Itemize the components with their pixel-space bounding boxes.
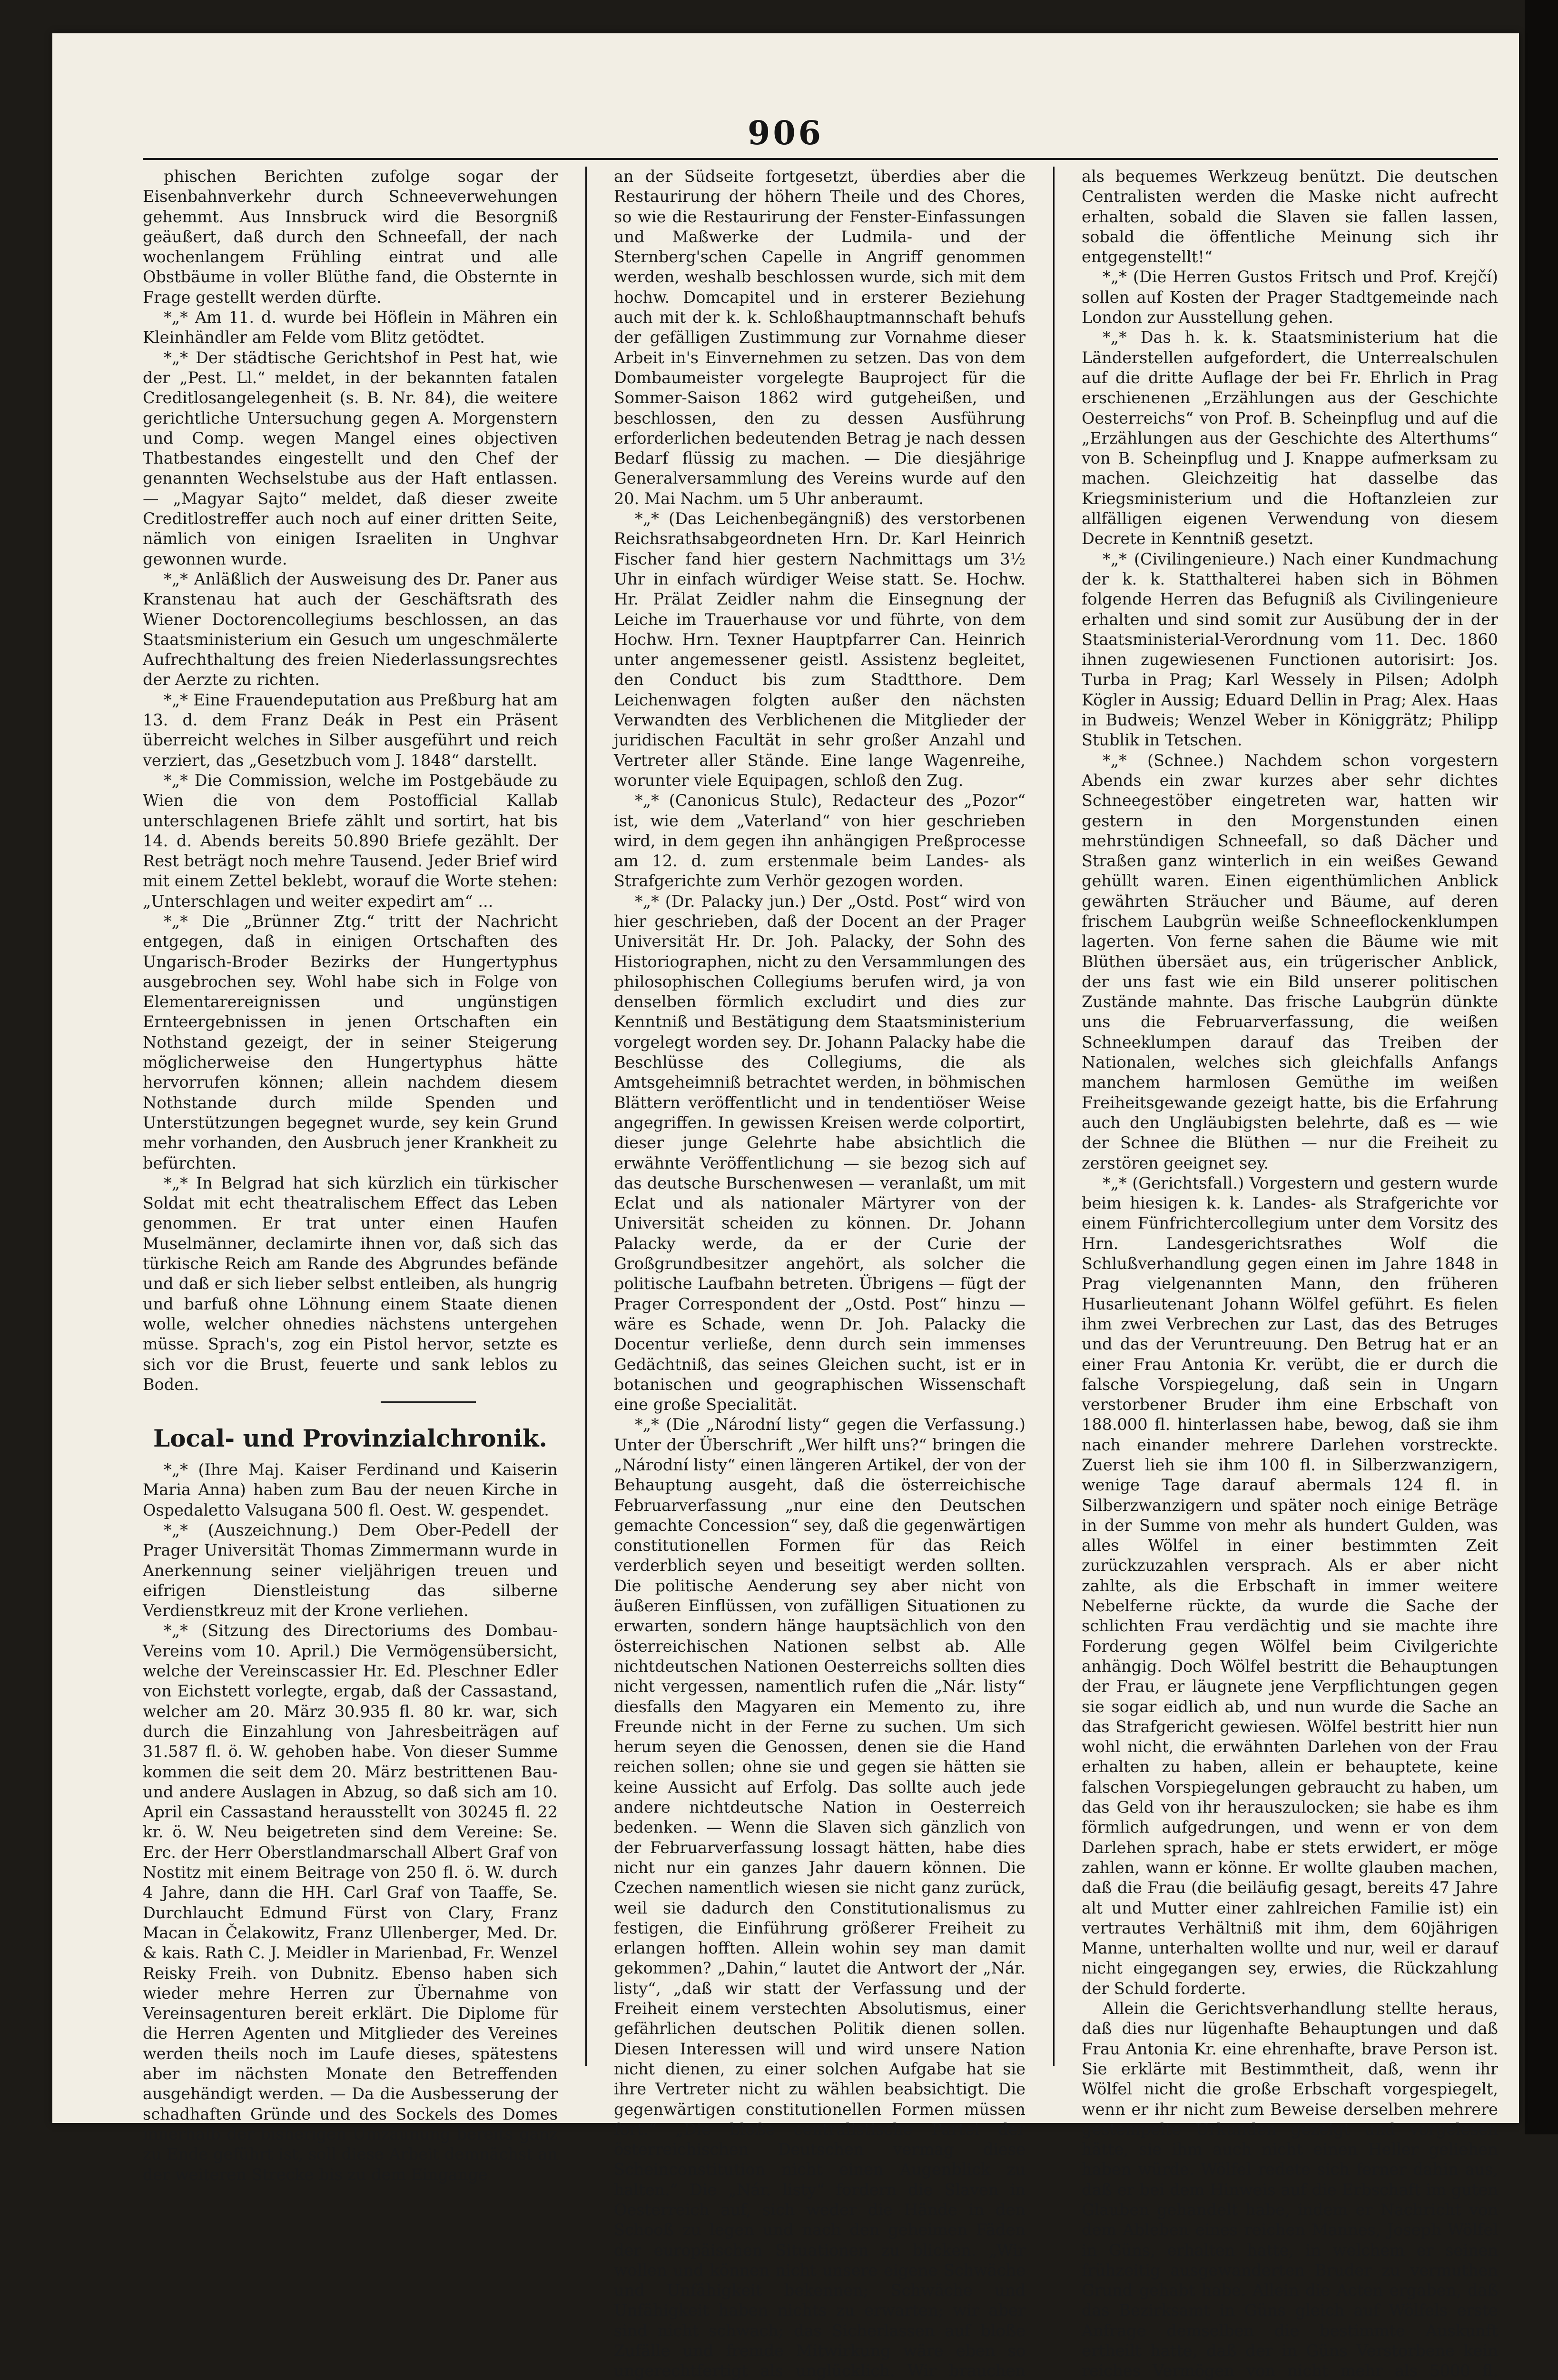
article-paragraph: als bequemes Werkzeug benützt. Die deutschen Centralisten werden die Maske nicht aufrecht erhalten, sobald die Slaven sie fallen lassen, sobald die öffentliche Meinung sich ihr entgegenstellt!“ bbox=[1082, 167, 1498, 267]
section-heading: Local- und Provinzialchronik. bbox=[153, 1424, 547, 1453]
article-paragraph: *„* Am 11. d. wurde bei Höflein in Mähren ein Kleinhändler am Felde vom Blitz getödtet. bbox=[143, 308, 558, 347]
column-divider-1 bbox=[585, 167, 587, 2066]
article-paragraph: *„* (Schnee.) Nachdem schon vorgestern Abends ein zwar kurzes aber sehr dichtes Schneegestöber eingetreten war, hatten wir gestern in den Morgenstunden einen mehrstündigen Schneefall, so daß Dächer und Straßen ganz winterlich in ein weißes Gewand gehüllt waren. Einen eigenthümlichen Anblick gewährten Sträucher und Bäume, auf deren frischem Laubgrün weiße Schneeflockenklumpen lagerten. Von ferne sahen die Bäume wie mit Blüthen übersäet aus, ein trügerischer Anblick, der uns fast wie ein Bild unserer politischen Zustände mahnte. Das frische Laubgrün dünkte uns die Februarverfassung, die weißen Schneeklumpen darauf das Treiben der Nationalen, welches sich gleichfalls Anfangs manchem harmlosen Gemüthe im weißen Freiheitsgewande gezeigt hatte, bis die Erfahrung auch den Ungläubigsten belehrte, daß es — wie der Schnee die Blüthen — nur die Freiheit zu zerstören geeignet sey. bbox=[1082, 751, 1498, 1172]
article-paragraph: *„* (Ihre Maj. Kaiser Ferdinand und Kaiserin Maria Anna) haben zum Bau der neuen Kirche in Ospedaletto Valsugana 500 fl. Oest. W. gespendet. bbox=[143, 1460, 558, 1519]
article-paragraph: an der Südseite fortgesetzt, überdies aber die Restaurirung der höhern Theile und des Chores, so wie die Restaurirung der Fenster-Einfassungen und Maßwerke der Ludmila- und der Sternberg'schen Capelle in Angriff genommen werden, weshalb beschlossen wurde, sich mit dem hochw. Domcapitel und in ersterer Beziehung auch mit der k. k. Schloßhauptmannschaft behufs der gefälligen Zustimmung zur Vornahme dieser Arbeit in's Einvernehmen zu setzen. Das von dem Dombaumeister vorgelegte Bauproject für die Sommer-Saison 1862 wird gutgeheißen, und beschlossen, den zu dessen Ausführung erforderlichen bedeutenden Betrag je nach dessen Bedarf flüssig zu machen. — Die diesjährige Generalversammlung des Vereins wurde auf den 20. Mai Nachm. um 5 Uhr anberaumt. bbox=[614, 167, 1026, 508]
section-separator bbox=[381, 1401, 476, 1403]
scan-edge bbox=[1525, 0, 1558, 2134]
article-paragraph: *„* (Das Leichenbegängniß) des verstorbenen Reichsrathsabgeordneten Hrn. Dr. Karl Heinrich Fischer fand hier gestern Nachmittags um 3½ Uhr in einfach würdiger Weise statt. Se. Hochw. Hr. Prälat Zeidler nahm die Einsegnung der Leiche im Trauerhause vor und führte, von dem Hochw. Hrn. Texner Hauptpfarrer Can. Heinrich unter angemessener geistl. Assistenz begleitet, den Conduct bis zum Stadtthore. Dem Leichenwagen folgten außer den nächsten Verwandten des Verblichenen die Mitglieder der juridischen Facultät in sehr großer Anzahl und Vertreter aller Stände. Eine lange Wagenreihe, worunter viele Equipagen, schloß den Zug. bbox=[614, 509, 1026, 790]
column-divider-2 bbox=[1053, 167, 1055, 2066]
column-3 bbox=[1082, 167, 1498, 2380]
page-number: 906 bbox=[748, 114, 824, 152]
article-paragraph: *„* (Gerichtsfall.) Vorgestern und gestern wurde beim hiesigen k. k. Landes- als Strafgerichte vor einem Fünfrichtercollegium unter dem Vorsitz des Hrn. Landesgerichtsrathes Wolf die Schlußverhandlung gegen einen im Jahre 1848 in Prag vielgenannten Mann, den früheren Husarlieutenant Johann Wölfel geführt. Es fielen ihm zwei Verbrechen zur Last, das des Betruges und das der Veruntreuung. Den Betrug hat er an einer Frau Antonia Kr. verübt, die er durch die falsche Vorspiegelung, daß sein in Ungarn verstorbener Bruder ihm eine Erbschaft von 188.000 fl. hinterlassen habe, bewog, daß sie ihm nach einander mehrere Darlehen vorstreckte. Zuerst lieh sie ihm 100 fl. in Silberzwanzigern, wenige Tage darauf abermals 124 fl. in Silberzwanzigern und später noch einige Beträge in der Summe von mehr als hundert Gulden, was alles Wölfel in einer bestimmten Zeit zurückzuzahlen versprach. Als er aber nicht zahlte, als die Erbschaft in immer weitere Nebelferne rückte, da wurde die Sache der schlichten Frau verdächtig und sie machte ihre Forderung gegen Wölfel beim Civilgerichte anhängig. Doch Wölfel bestritt die Behauptungen der Frau, er läugnete jene Verpflichtungen gegen sie sogar eidlich ab, und nun wurde die Sache an das Strafgericht gewiesen. Wölfel bestritt hier nun wohl nicht, die erwähnten Darlehen von der Frau erhalten zu haben, allein er behauptete, keine falschen Vorspiegelungen gebraucht zu haben, um das Geld von ihr herauszulocken; sie habe es ihm förmlich aufgedrungen, und wenn er von dem Darlehen sprach, habe er stets erwidert, er möge zahlen, wann er könne. Er wollte glauben machen, daß die Frau (die beiläufig gesagt, bereits 47 Jahre alt und Mutter einer zahlreichen Familie ist) ein vertrautes Verhältniß mit ihm, dem 60jährigen Manne, unterhalten wollte und nur, weil er darauf nicht eingegangen sey, erwies, die Rückzahlung der Schuld forderte. bbox=[1082, 1173, 1498, 1998]
article-paragraph: phischen Berichten zufolge sogar der Eisenbahnverkehr durch Schneeverwehungen gehemmt. Aus Innsbruck wird die Besorgniß geäußert, daß durch den Schneefall, der nach wochenlangem Frühling eintrat und alle Obstbäume in voller Blüthe fand, die Obsternte in Frage gestellt werden dürfte. bbox=[143, 167, 558, 307]
header-rule bbox=[143, 158, 1498, 160]
article-paragraph: *„* (Sitzung des Directoriums des Dombau-Vereins vom 10. April.) Die Vermögensübersicht, welche der Vereinscassier Hr. Ed. Pleschner Edler von Eichstett vorlegte, ergab, daß der Cassastand, welcher am 20. März 30.935 fl. 80 kr. war, sich durch die Einzahlung von Jahresbeiträgen auf 31.587 fl. ö. W. gehoben habe. Von dieser Summe kommen die seit dem 20. März bestrittenen Bau- und andere Auslagen in Abzug, so daß sich am 10. April ein Cassastand herausstellt von 30245 fl. 22 kr. ö. W. Neu beigetreten sind dem Vereine: Se. Erc. der Herr Oberstlandmarschall Albert Graf von Nostitz mit einem Beitrage von 250 fl. ö. W. durch 4 Jahre, dann die HH. Carl Graf von Taaffe, Se. Durchlaucht Edmund Fürst von Clary, Franz Macan in Čelakowitz, Franz Ullenberger, Med. Dr. & kais. Rath C. J. Meidler in Marienbad, Fr. Wenzel Reisky Freih. von Dubnitz. Ebenso haben sich wieder mehre Herren zur Übernahme von Vereinsagenturen bereit erklärt. Die Diplome für die Herren Agenten und Mitglieder des Vereines werden theils noch im Laufe dieses, spätestens aber im nächsten Monate den Betreffenden ausgehändigt werden. — Da die Ausbesserung der schadhaften Gründe und des Sockels des Domes innerhalb der bisherigen Umzäunung bereits ganz zu Ende geführt ist, soll diese Arbeit demnächst an der weiteren Strecke bis zu dem Eingange bbox=[143, 1621, 558, 2184]
article-paragraph: *„* (Die Herren Gustos Fritsch und Prof. Krejčí) sollen auf Kosten der Prager Stadtgemeinde nach London zur Ausstellung gehen. bbox=[1082, 268, 1498, 327]
article-paragraph: *„* Die Commission, welche im Postgebäude zu Wien die von dem Postofficial Kallab unterschlagenen Briefe zählt und sortirt, hat bis 14. d. Abends bereits 50.890 Briefe gezählt. Der Rest beträgt noch mehre Tausend. Jeder Brief wird mit einem Zettel beklebt, worauf die Worte stehen: „Unterschlagen und weiter expedirt am“ ... bbox=[143, 771, 558, 911]
article-paragraph: *„* Die „Brünner Ztg.“ tritt der Nachricht entgegen, daß in einigen Ortschaften des Ungarisch-Broder Bezirks der Hungertyphus ausgebrochen sey. Wohl habe sich in Folge von Elementarereignissen und ungünstigen Ernteergebnissen in jenen Ortschaften ein Nothstand gezeigt, der in seiner Steigerung möglicherweise den Hungertyphus hätte hervorrufen können; allein nachdem diesem Nothstande durch milde Spenden und Unterstützungen begegnet wurde, sey kein Grund mehr vorhanden, den Ausbruch jener Krankheit zu befürchten. bbox=[143, 912, 558, 1172]
column-1 bbox=[143, 167, 558, 2184]
article-paragraph: Allein die Gerichtsverhandlung stellte heraus, daß dies nur lügenhafte Behauptungen und daß Frau Antonia Kr. eine ehrenhafte, brave Person ist. Sie erklärte mit Bestimmtheit, daß, wenn ihr Wölfel nicht die große Erbschaft vorgespiegelt, wenn er ihr nicht zum Beweise derselben mehrere gestempelte Urkunden gezeigt und vorgelesen hätte, sie ihm auch nicht einen Heller geliehen haben würde. Wölfel redete sich ferner dahin aus, daß er bei dem Hinweis auf die Erbschaft im guten Glauben gehandelt habe, indem er Nachricht von dem Ableben eines reichen Mannes, Joseph Wölfel in Güns, erhalten hatte, in welchem er seinen frühzeitig ausgewanderten Bruder zu vermuthen Grund gehabt habe. Allein die Acten ergaben, daß das Bezirksamt in Güns gleich auf Wölfels erste Anfrage demselben die bestimmte Auskunft ertheilt hatte, daß der in Güns Verstorbene kein reiches Vermögen von nicht mehr als 5000 fl. bbox=[1082, 1999, 1498, 2380]
article-paragraph: *„* In Belgrad hat sich kürzlich ein türkischer Soldat mit echt theatralischem Effect das Leben genommen. Er trat unter einen Haufen Muselmänner, declamirte ihnen vor, daß sich das türkische Reich am Rande des Abgrundes befände und daß er sich lieber selbst entleiben, als hungrig und barfuß ohne Löhnung einem Staate dienen wolle, welcher ohnedies nächstens untergehen müsse. Sprach's, zog ein Pistol hervor, setzte es sich vor die Brust, feuerte und sank leblos zu Boden. bbox=[143, 1173, 558, 1394]
article-paragraph: *„* Das h. k. k. Staatsministerium hat die Länderstellen aufgefordert, die Unterrealschulen auf die dritte Auflage der bei Fr. Ehrlich in Prag erschienenen „Erzählungen aus der Geschichte Oesterreichs“ von Prof. B. Scheinpflug und auf die „Erzählungen aus der Geschichte des Alterthums“ von B. Scheinpflug und J. Knappe aufmerksam zu machen. Gleichzeitig hat dasselbe das Kriegsministerium und die Hoftanzleien zur allfälligen eigenen Verwendung von diesem Decrete in Kenntniß gesetzt. bbox=[1082, 328, 1498, 548]
column-2 bbox=[614, 167, 1026, 2380]
article-paragraph: *„* (Die „Národní listy“ gegen die Verfassung.) Unter der Überschrift „Wer hilft uns?“ bringen die „Národní listy“ einen längeren Artikel, der von der Behauptung ausgeht, daß die österreichische Februarverfassung „nur eine den Deutschen gemachte Concession“ sey, daß die gegenwärtigen constitutionellen Formen für das Reich verderblich seyen und beseitigt werden sollten. Die politische Aenderung sey aber nicht von äußeren Einflüssen, von zufälligen Situationen zu erwarten, sondern hänge hauptsächlich von den österreichischen Nationen selbst ab. Alle nichtdeutschen Nationen Oesterreichs sollten dies nicht vergessen, namentlich rufen die „Nár. listy“ diesfalls den Magyaren ein Memento zu, ihre Freunde nicht in der Ferne zu suchen. Um sich herum seyen die Genossen, denen sie die Hand reichen sollen; ohne sie und gegen sie hätten sie keine Aussicht auf Erfolg. Das sollte auch jede andere nichtdeutsche Nation in Oesterreich bedenken. — Wenn die Slaven sich gänzlich von der Februarverfassung lossagt hätten, habe dies nicht nur ein ganzes Jahr dauern können. Die Czechen namentlich wiesen sie nicht ganz zurück, weil sie dadurch den Constitutionalismus zu festigen, die Einführung größerer Freiheit zu erlangen hofften. Allein wohin sey man damit gekommen? „Dahin,“ lautet die Antwort der „Nár. listy“, „daß wir statt der Verfassung und der Freiheit einem verstechten Absolutismus, einer gefährlichen deutschen Politik dienen sollen. Diesen Interessen will und wird unsere Nation nicht dienen, zu einer solchen Aufgabe hat sie ihre Vertreter nicht zu wählen beabsichtigt. Die gegenwärtigen constitutionellen Formen müssen fort.“ „Die bloße centralistische Partei der österreichischen Deutschen vermag diese Scheinconstitution nicht einen Augenblick zu halten.“ Die „Nár. listy“ fordern die Slaven in Oesterreich auf, sich weder die Hände in den Schooß zu legen und nach den geheimen Fäden der europäischen Situationen zu blicken. „Wir wollen und können nicht unsere eigene Schwäche und Unfähigkeit bekennen; Schwäche und Unfähigkeit haben nichts zu erwarten; wir aber sind nicht schwach; das Sicherlassen auf bloße Zufälle und fremde Mitwirkung wäre eben so ungerechtfertigt als unglücklich. Wir brauchen bbox=[614, 1415, 1026, 2380]
article-paragraph: *„* (Civilingenieure.) Nach einer Kundmachung der k. k. Statthalterei haben sich in Böhmen folgende Herren das Befugniß als Civilingenieure erhalten und sind somit zur Ausübung der in der Staatsministerial-Verordnung vom 11. Dec. 1860 ihnen zugewiesenen Functionen autorisirt: Jos. Turba in Prag; Karl Wessely in Pilsen; Adolph Kögler in Aussig; Eduard Dellin in Prag; Alex. Haas in Budweis; Wenzel Weber in Königgrätz; Philipp Stublik in Tetschen. bbox=[1082, 549, 1498, 750]
article-paragraph: *„* (Auszeichnung.) Dem Ober-Pedell der Prager Universität Thomas Zimmermann wurde in Anerkennung seiner vieljährigen treuen und eifrigen Dienstleistung das silberne Verdienstkreuz mit der Krone verliehen. bbox=[143, 1521, 558, 1620]
article-paragraph: *„* Anläßlich der Ausweisung des Dr. Paner aus Kranstenau hat auch der Geschäftsrath des Wiener Doctorencollegiums beschlossen, an das Staatsministerium ein Gesuch um ungeschmälerte Aufrechthaltung des freien Niederlassungsrechtes der Aerzte zu richten. bbox=[143, 569, 558, 689]
newspaper-page bbox=[52, 33, 1519, 2380]
article-paragraph: *„* (Dr. Palacky jun.) Der „Ostd. Post“ wird von hier geschrieben, daß der Docent an der Prager Universität Hr. Dr. Joh. Palacky, der Sohn des Historiographen, nicht zu den Versammlungen des philosophischen Collegiums berufen wird, ja von denselben förmlich excludirt und dies zur Kenntniß und Bestätigung dem Staatsministerium vorgelegt worden sey. Dr. Johann Palacky habe die Beschlüsse des Collegiums, die als Amtsgeheimniß betrachtet werden, in böhmischen Blättern veröffentlicht und in tendentiöser Weise angegriffen. In gewissen Kreisen werde colportirt, dieser junge Gelehrte habe absichtlich die erwähnte Veröffentlichung — sie bezog sich auf das deutsche Burschenwesen — veranlaßt, um mit Eclat und als nationaler Märtyrer von der Universität scheiden zu können. Dr. Johann Palacky werde, da er der Curie der Großgrundbesitzer angehört, als solcher die politische Laufbahn betreten. Übrigens — fügt der Prager Correspondent der „Ostd. Post“ hinzu — wäre es Schade, wenn Dr. Joh. Palacky die Docentur verließe, denn durch sein immenses Gedächtniß, das seines Gleichen sucht, ist er in botanischen und geographischen Wissenschaft eine große Specialität. bbox=[614, 892, 1026, 1414]
article-paragraph: *„* Der städtische Gerichtshof in Pest hat, wie der „Pest. Ll.“ meldet, in der bekannten fatalen Creditlosangelegenheit (s. B. Nr. 84), die weitere gerichtliche Untersuchung gegen A. Morgenstern und Comp. wegen Mangel eines objectiven Thatbestandes eingestellt und den Chef der genannten Wechselstube aus der Haft entlassen. — „Magyar Sajto“ meldet, daß dieser zweite Creditlostreffer auch noch auf einer dritten Seite, nämlich von einigen Israeliten in Unghvar gewonnen wurde. bbox=[143, 348, 558, 568]
article-paragraph: *„* Eine Frauendeputation aus Preßburg hat am 13. d. dem Franz Deák in Pest ein Präsent überreicht welches in Silber ausgeführt und reich verziert, das „Gesetzbuch vom J. 1848“ darstellt. bbox=[143, 690, 558, 770]
article-paragraph: *„* (Canonicus Stulc), Redacteur des „Pozor“ ist, wie dem „Vaterland“ von hier geschrieben wird, in dem gegen ihn anhängigen Preßprocesse am 12. d. zum erstenmale beim Landes- als Strafgerichte zum Verhör gezogen worden. bbox=[614, 791, 1026, 891]
